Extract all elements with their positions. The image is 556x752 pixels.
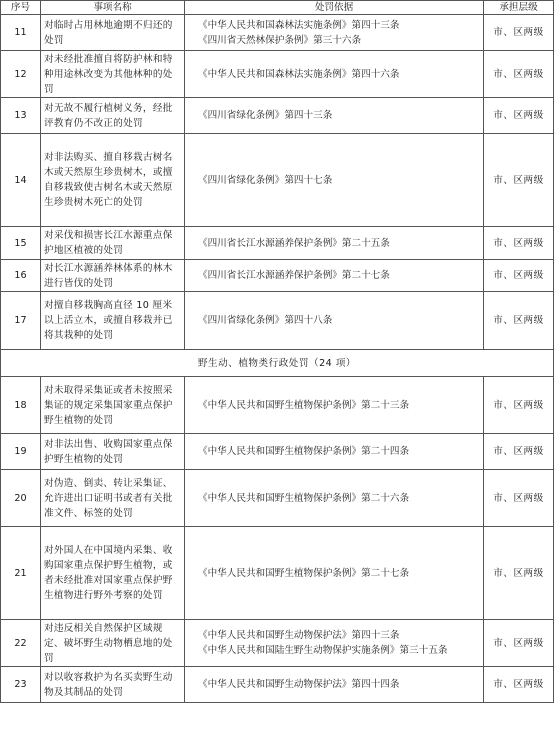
table-row bbox=[1, 51, 554, 98]
penalty-basis bbox=[185, 292, 484, 350]
responsibility-level: 市、区两级 bbox=[484, 667, 554, 703]
penalty-basis bbox=[185, 15, 484, 51]
penalty-basis bbox=[185, 134, 484, 227]
table-row bbox=[1, 377, 554, 434]
table-row bbox=[1, 620, 554, 667]
row-number: 20 bbox=[1, 470, 41, 527]
basis-line: 《四川省长江水源涵养保护条例》第二十五条 bbox=[198, 237, 390, 249]
row-number: 14 bbox=[1, 134, 41, 227]
responsibility-level: 市、区两级 bbox=[484, 620, 554, 667]
item-name: 对无故不履行植树义务，经批评教育仍不改正的处罚 bbox=[41, 98, 185, 134]
item-name: 对擅自移栽胸高直径 10 厘米以上活立木，或擅自移栽并已将其栽种的处罚 bbox=[41, 292, 185, 350]
basis-line: 《四川省绿化条例》第四十八条 bbox=[198, 315, 333, 326]
header-level: 承担层级 bbox=[484, 1, 554, 15]
penalty-basis bbox=[185, 527, 484, 620]
item-name: 对伪造、倒卖、转让采集证、允许进出口证明书或者有关批准文件、标签的处罚 bbox=[41, 470, 185, 527]
responsibility-level: 市、区两级 bbox=[484, 227, 554, 260]
penalty-basis bbox=[185, 434, 484, 470]
basis-line: 《中华人民共和国野生植物保护条例》第二十四条 bbox=[198, 446, 410, 457]
row-number: 11 bbox=[1, 15, 41, 51]
table-row bbox=[1, 434, 554, 470]
basis-line: 《中华人民共和国野生植物保护条例》第二十七条 bbox=[198, 567, 410, 579]
table-body-wildlife bbox=[1, 377, 554, 703]
penalty-basis bbox=[185, 98, 484, 134]
section-title: 野生动、植物类行政处罚（24 项） bbox=[1, 350, 554, 377]
penalty-basis bbox=[185, 227, 484, 260]
responsibility-level: 市、区两级 bbox=[484, 434, 554, 470]
table-row bbox=[1, 134, 554, 227]
penalty-basis bbox=[185, 470, 484, 527]
item-name: 对长江水源涵养林体系的林木进行皆伐的处罚 bbox=[41, 260, 185, 292]
table-row bbox=[1, 15, 554, 51]
basis-line: 《中华人民共和国野生植物保护条例》第二十六条 bbox=[198, 492, 410, 504]
item-name: 对违反相关自然保护区域规定、破坏野生动物栖息地的处罚 bbox=[41, 620, 185, 667]
responsibility-level: 市、区两级 bbox=[484, 51, 554, 98]
basis-line: 《中华人民共和国森林法实施条例》第四十六条 bbox=[198, 68, 400, 80]
row-number: 18 bbox=[1, 377, 41, 434]
table-body-forestry bbox=[1, 15, 554, 350]
responsibility-level: 市、区两级 bbox=[484, 292, 554, 350]
row-number: 19 bbox=[1, 434, 41, 470]
item-name: 对以收容救护为名买卖野生动物及其制品的处罚 bbox=[41, 667, 185, 703]
responsibility-level: 市、区两级 bbox=[484, 134, 554, 227]
basis-line: 《中华人民共和国野生动物保护法》第四十四条 bbox=[198, 679, 400, 690]
table-row bbox=[1, 527, 554, 620]
penalty-basis bbox=[185, 51, 484, 98]
table-row bbox=[1, 292, 554, 350]
item-name: 对采伐和损害长江水源重点保护地区植被的处罚 bbox=[41, 227, 185, 260]
item-name: 对外国人在中国境内采集、收购国家重点保护野生植物，或者未经批准对国家重点保护野生植物进行野外考察的处罚 bbox=[41, 527, 185, 620]
header-no: 序号 bbox=[1, 1, 41, 15]
item-name: 对临时占用林地逾期不归还的处罚 bbox=[41, 15, 185, 51]
basis-line: 《四川省长江水源涵养保护条例》第二十七条 bbox=[198, 270, 390, 281]
row-number: 15 bbox=[1, 227, 41, 260]
basis-line: 《四川省绿化条例》第四十七条 bbox=[198, 174, 333, 186]
responsibility-level: 市、区两级 bbox=[484, 377, 554, 434]
responsibility-level: 市、区两级 bbox=[484, 98, 554, 134]
basis-line: 《中华人民共和国陆生野生动物保护实施条例》第三十五条 bbox=[198, 645, 448, 656]
table-row bbox=[1, 227, 554, 260]
item-name: 对未取得采集证或者未按照采集证的规定采集国家重点保护野生植物的处罚 bbox=[41, 377, 185, 434]
item-name: 对非法购买、擅自移栽古树名木或天然原生珍贵树木，或擅自移栽致使古树名木或天然原生珍贵树木死亡的处罚 bbox=[41, 134, 185, 227]
table-header-row bbox=[1, 1, 554, 15]
basis-line: 《中华人民共和国野生动物保护法》第四十三条 bbox=[198, 630, 400, 641]
table-row bbox=[1, 667, 554, 703]
item-name: 对未经批准擅自将防护林和特种用途林改变为其他林种的处罚 bbox=[41, 51, 185, 98]
section-row bbox=[1, 350, 554, 377]
table-section bbox=[1, 350, 554, 377]
header-item: 事项名称 bbox=[41, 1, 185, 15]
responsibility-level: 市、区两级 bbox=[484, 15, 554, 51]
item-name: 对非法出售、收购国家重点保护野生植物的处罚 bbox=[41, 434, 185, 470]
header-basis: 处罚依据 bbox=[185, 1, 484, 15]
penalty-basis bbox=[185, 667, 484, 703]
penalty-basis bbox=[185, 260, 484, 292]
penalty-basis bbox=[185, 377, 484, 434]
basis-line: 《四川省绿化条例》第四十三条 bbox=[198, 110, 333, 121]
basis-line: 《四川省天然林保护条例》第三十六条 bbox=[198, 34, 362, 46]
row-number: 16 bbox=[1, 260, 41, 292]
table-row bbox=[1, 98, 554, 134]
row-number: 17 bbox=[1, 292, 41, 350]
row-number: 23 bbox=[1, 667, 41, 703]
row-number: 13 bbox=[1, 98, 41, 134]
basis-line: 《中华人民共和国森林法实施条例》第四十三条 bbox=[198, 19, 400, 31]
row-number: 21 bbox=[1, 527, 41, 620]
row-number: 12 bbox=[1, 51, 41, 98]
basis-line: 《中华人民共和国野生植物保护条例》第二十三条 bbox=[198, 399, 410, 411]
responsibility-level: 市、区两级 bbox=[484, 470, 554, 527]
responsibility-level: 市、区两级 bbox=[484, 527, 554, 620]
table-row bbox=[1, 260, 554, 292]
penalty-basis bbox=[185, 620, 484, 667]
table-row bbox=[1, 470, 554, 527]
row-number: 22 bbox=[1, 620, 41, 667]
responsibility-level: 市、区两级 bbox=[484, 260, 554, 292]
